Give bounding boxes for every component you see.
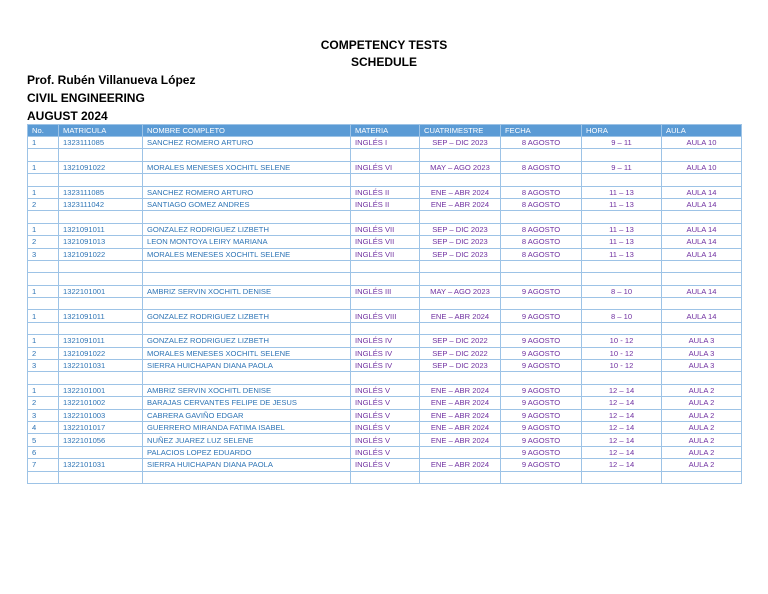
cell-aula: AULA 2 <box>662 446 742 458</box>
cell-materia: INGLÉS VII <box>351 248 420 260</box>
cell-fecha: 8 AGOSTO <box>501 161 582 173</box>
table-row <box>28 161 742 173</box>
program-name: CIVIL ENGINEERING <box>27 91 145 105</box>
cell-materia <box>351 211 420 223</box>
cell-cuatrimestre: SEP – DIC 2023 <box>420 223 501 235</box>
cell-hora: 10 - 12 <box>582 360 662 372</box>
cell-matricula <box>59 372 143 384</box>
table-row <box>28 248 742 260</box>
cell-nombre <box>143 322 351 334</box>
cell-no: 3 <box>28 360 59 372</box>
cell-matricula: 1321091013 <box>59 236 143 248</box>
table-header-row <box>28 125 742 137</box>
cell-hora: 12 – 14 <box>582 397 662 409</box>
cell-aula <box>662 298 742 310</box>
cell-nombre: NUÑEZ JUAREZ LUZ SELENE <box>143 434 351 446</box>
cell-aula: AULA 3 <box>662 360 742 372</box>
cell-fecha: 9 AGOSTO <box>501 409 582 421</box>
cell-fecha <box>501 273 582 285</box>
cell-hora: 10 - 12 <box>582 347 662 359</box>
cell-aula: AULA 14 <box>662 223 742 235</box>
cell-materia: INGLÉS VII <box>351 223 420 235</box>
cell-aula: AULA 10 <box>662 137 742 149</box>
cell-fecha: 9 AGOSTO <box>501 384 582 396</box>
cell-no: 3 <box>28 248 59 260</box>
cell-no <box>28 211 59 223</box>
cell-nombre: GONZALEZ RODRIGUEZ LIZBETH <box>143 223 351 235</box>
cell-nombre <box>143 211 351 223</box>
cell-cuatrimestre <box>420 298 501 310</box>
cell-no: 1 <box>28 335 59 347</box>
cell-nombre: BARAJAS CERVANTES FELIPE DE JESUS <box>143 397 351 409</box>
cell-no: 2 <box>28 236 59 248</box>
cell-fecha: 9 AGOSTO <box>501 310 582 322</box>
cell-matricula <box>59 260 143 272</box>
cell-nombre: GONZALEZ RODRIGUEZ LIZBETH <box>143 335 351 347</box>
cell-matricula: 1322101031 <box>59 360 143 372</box>
cell-hora: 11 – 13 <box>582 223 662 235</box>
cell-matricula <box>59 174 143 186</box>
document-title: COMPETENCY TESTS <box>320 38 448 52</box>
cell-matricula <box>59 149 143 161</box>
cell-materia <box>351 372 420 384</box>
cell-no: 1 <box>28 384 59 396</box>
cell-no <box>28 372 59 384</box>
cell-nombre <box>143 471 351 483</box>
cell-fecha: 9 AGOSTO <box>501 421 582 433</box>
cell-aula <box>662 211 742 223</box>
cell-fecha: 8 AGOSTO <box>501 186 582 198</box>
blank-row <box>28 211 742 223</box>
table-row <box>28 446 742 458</box>
cell-aula <box>662 260 742 272</box>
cell-cuatrimestre: SEP – DIC 2023 <box>420 236 501 248</box>
blank-row <box>28 149 742 161</box>
cell-nombre <box>143 298 351 310</box>
cell-cuatrimestre: SEP – DIC 2023 <box>420 248 501 260</box>
cell-cuatrimestre <box>420 174 501 186</box>
cell-nombre: LEON MONTOYA LEIRY MARIANA <box>143 236 351 248</box>
cell-no <box>28 149 59 161</box>
cell-materia: INGLÉS I <box>351 137 420 149</box>
cell-fecha: 9 AGOSTO <box>501 434 582 446</box>
cell-materia <box>351 149 420 161</box>
column-header-materia: MATERIA <box>351 125 420 137</box>
blank-row <box>28 298 742 310</box>
column-header-aula: AULA <box>662 125 742 137</box>
cell-materia: INGLÉS VII <box>351 236 420 248</box>
cell-fecha: 8 AGOSTO <box>501 137 582 149</box>
table-row <box>28 434 742 446</box>
cell-aula: AULA 3 <box>662 347 742 359</box>
blank-row <box>28 174 742 186</box>
cell-hora <box>582 260 662 272</box>
cell-cuatrimestre <box>420 273 501 285</box>
cell-fecha: 9 AGOSTO <box>501 347 582 359</box>
cell-no <box>28 273 59 285</box>
cell-matricula: 1322101017 <box>59 421 143 433</box>
cell-nombre <box>143 149 351 161</box>
cell-hora: 12 – 14 <box>582 409 662 421</box>
cell-materia: INGLÉS V <box>351 397 420 409</box>
table-row <box>28 384 742 396</box>
table-row <box>28 421 742 433</box>
table-row <box>28 223 742 235</box>
cell-fecha <box>501 260 582 272</box>
cell-hora <box>582 174 662 186</box>
cell-fecha <box>501 298 582 310</box>
cell-nombre: PALACIOS LOPEZ EDUARDO <box>143 446 351 458</box>
cell-materia <box>351 273 420 285</box>
cell-aula <box>662 273 742 285</box>
cell-nombre: GUERRERO MIRANDA FATIMA ISABEL <box>143 421 351 433</box>
cell-hora: 11 – 13 <box>582 186 662 198</box>
cell-matricula <box>59 322 143 334</box>
cell-no: 5 <box>28 434 59 446</box>
cell-cuatrimestre: ENE – ABR 2024 <box>420 397 501 409</box>
table-row <box>28 360 742 372</box>
cell-hora: 11 – 13 <box>582 236 662 248</box>
cell-nombre: GONZALEZ RODRIGUEZ LIZBETH <box>143 310 351 322</box>
blank-row <box>28 260 742 272</box>
cell-hora: 11 – 13 <box>582 248 662 260</box>
cell-materia: INGLÉS VI <box>351 161 420 173</box>
cell-matricula: 1321091011 <box>59 335 143 347</box>
cell-hora <box>582 211 662 223</box>
cell-aula <box>662 372 742 384</box>
cell-fecha: 9 AGOSTO <box>501 285 582 297</box>
cell-nombre: SANCHEZ ROMERO ARTURO <box>143 137 351 149</box>
cell-materia: INGLÉS V <box>351 459 420 471</box>
blank-row <box>28 273 742 285</box>
table-row <box>28 397 742 409</box>
cell-fecha: 8 AGOSTO <box>501 236 582 248</box>
blank-row <box>28 372 742 384</box>
cell-hora: 12 – 14 <box>582 421 662 433</box>
cell-materia: INGLÉS IV <box>351 347 420 359</box>
cell-materia: INGLÉS II <box>351 186 420 198</box>
cell-aula <box>662 471 742 483</box>
cell-no: 1 <box>28 186 59 198</box>
cell-hora <box>582 322 662 334</box>
cell-cuatrimestre <box>420 149 501 161</box>
cell-fecha: 9 AGOSTO <box>501 397 582 409</box>
cell-matricula: 1321091022 <box>59 347 143 359</box>
cell-no: 1 <box>28 223 59 235</box>
cell-aula: AULA 14 <box>662 198 742 210</box>
cell-materia: INGLÉS V <box>351 384 420 396</box>
cell-fecha <box>501 211 582 223</box>
cell-fecha: 9 AGOSTO <box>501 446 582 458</box>
cell-fecha <box>501 471 582 483</box>
cell-fecha: 8 AGOSTO <box>501 223 582 235</box>
cell-nombre: SIERRA HUICHAPAN DIANA PAOLA <box>143 360 351 372</box>
cell-hora: 12 – 14 <box>582 446 662 458</box>
cell-hora: 9 – 11 <box>582 161 662 173</box>
cell-matricula: 1323111085 <box>59 186 143 198</box>
cell-hora <box>582 149 662 161</box>
cell-nombre <box>143 174 351 186</box>
cell-nombre: MORALES MENESES XOCHITL SELENE <box>143 248 351 260</box>
cell-materia <box>351 174 420 186</box>
cell-aula: AULA 2 <box>662 459 742 471</box>
cell-no: 4 <box>28 421 59 433</box>
cell-aula <box>662 322 742 334</box>
cell-fecha: 8 AGOSTO <box>501 198 582 210</box>
cell-cuatrimestre <box>420 322 501 334</box>
column-header-fecha: FECHA <box>501 125 582 137</box>
cell-aula: AULA 2 <box>662 397 742 409</box>
table-row <box>28 285 742 297</box>
cell-aula: AULA 14 <box>662 186 742 198</box>
column-header-matricula: MATRICULA <box>59 125 143 137</box>
cell-cuatrimestre: ENE – ABR 2024 <box>420 434 501 446</box>
cell-no: 2 <box>28 397 59 409</box>
cell-matricula: 1321091011 <box>59 223 143 235</box>
cell-no <box>28 322 59 334</box>
cell-cuatrimestre: ENE – ABR 2024 <box>420 198 501 210</box>
column-header-cuatrimestre: CUATRIMESTRE <box>420 125 501 137</box>
cell-hora: 12 – 14 <box>582 384 662 396</box>
cell-no <box>28 298 59 310</box>
cell-nombre: SANTIAGO GOMEZ ANDRES <box>143 198 351 210</box>
cell-nombre <box>143 372 351 384</box>
table-row <box>28 310 742 322</box>
cell-materia <box>351 471 420 483</box>
cell-materia: INGLÉS IV <box>351 335 420 347</box>
cell-materia: INGLÉS V <box>351 434 420 446</box>
cell-aula: AULA 3 <box>662 335 742 347</box>
cell-hora: 8 – 10 <box>582 310 662 322</box>
table-row <box>28 347 742 359</box>
cell-matricula <box>59 211 143 223</box>
cell-cuatrimestre: SEP – DIC 2022 <box>420 335 501 347</box>
cell-cuatrimestre: ENE – ABR 2024 <box>420 384 501 396</box>
cell-materia: INGLÉS II <box>351 198 420 210</box>
cell-fecha: 9 AGOSTO <box>501 360 582 372</box>
cell-aula: AULA 14 <box>662 236 742 248</box>
cell-materia: INGLÉS V <box>351 421 420 433</box>
cell-cuatrimestre: SEP – DIC 2023 <box>420 360 501 372</box>
cell-no: 1 <box>28 137 59 149</box>
cell-fecha <box>501 372 582 384</box>
cell-cuatrimestre: MAY – AGO 2023 <box>420 161 501 173</box>
cell-materia <box>351 322 420 334</box>
cell-hora <box>582 298 662 310</box>
cell-aula <box>662 149 742 161</box>
cell-materia: INGLÉS V <box>351 446 420 458</box>
period-label: AUGUST 2024 <box>27 109 108 123</box>
cell-hora <box>582 471 662 483</box>
cell-matricula: 1322101002 <box>59 397 143 409</box>
cell-fecha <box>501 149 582 161</box>
cell-no: 2 <box>28 347 59 359</box>
column-header-nombre: NOMBRE COMPLETO <box>143 125 351 137</box>
table-row <box>28 409 742 421</box>
cell-cuatrimestre: ENE – ABR 2024 <box>420 186 501 198</box>
cell-hora <box>582 273 662 285</box>
cell-aula: AULA 14 <box>662 285 742 297</box>
cell-matricula: 1321091022 <box>59 161 143 173</box>
cell-no: 2 <box>28 198 59 210</box>
cell-fecha: 8 AGOSTO <box>501 248 582 260</box>
cell-materia: INGLÉS V <box>351 409 420 421</box>
cell-nombre: CABRERA GAVIÑO EDGAR <box>143 409 351 421</box>
cell-fecha <box>501 174 582 186</box>
cell-no: 1 <box>28 285 59 297</box>
cell-aula: AULA 2 <box>662 434 742 446</box>
cell-matricula <box>59 273 143 285</box>
cell-nombre: SIERRA HUICHAPAN DIANA PAOLA <box>143 459 351 471</box>
cell-cuatrimestre <box>420 372 501 384</box>
cell-matricula: 1322101056 <box>59 434 143 446</box>
cell-cuatrimestre <box>420 446 501 458</box>
professor-name: Prof. Rubén Villanueva López <box>27 73 196 87</box>
cell-nombre: MORALES MENESES XOCHITL SELENE <box>143 347 351 359</box>
table-row <box>28 198 742 210</box>
cell-matricula: 1322101031 <box>59 459 143 471</box>
cell-aula: AULA 10 <box>662 161 742 173</box>
cell-materia <box>351 260 420 272</box>
table-row <box>28 186 742 198</box>
column-header-no: No. <box>28 125 59 137</box>
cell-nombre <box>143 260 351 272</box>
cell-materia: INGLÉS VIII <box>351 310 420 322</box>
schedule-table <box>27 124 742 484</box>
table-row <box>28 236 742 248</box>
cell-no: 6 <box>28 446 59 458</box>
cell-matricula: 1321091022 <box>59 248 143 260</box>
table-row <box>28 137 742 149</box>
cell-aula: AULA 2 <box>662 409 742 421</box>
cell-cuatrimestre: ENE – ABR 2024 <box>420 459 501 471</box>
table-row <box>28 335 742 347</box>
cell-hora: 11 – 13 <box>582 198 662 210</box>
cell-hora: 10 - 12 <box>582 335 662 347</box>
cell-materia: INGLÉS III <box>351 285 420 297</box>
cell-no <box>28 260 59 272</box>
cell-nombre: AMBRIZ SERVIN XOCHITL DENISE <box>143 384 351 396</box>
cell-no: 7 <box>28 459 59 471</box>
cell-hora <box>582 372 662 384</box>
cell-cuatrimestre: ENE – ABR 2024 <box>420 310 501 322</box>
cell-nombre: SANCHEZ ROMERO ARTURO <box>143 186 351 198</box>
cell-matricula <box>59 446 143 458</box>
cell-aula: AULA 14 <box>662 248 742 260</box>
cell-no <box>28 174 59 186</box>
cell-no: 1 <box>28 161 59 173</box>
cell-cuatrimestre <box>420 211 501 223</box>
cell-cuatrimestre: MAY – AGO 2023 <box>420 285 501 297</box>
cell-cuatrimestre: SEP – DIC 2023 <box>420 137 501 149</box>
cell-hora: 9 – 11 <box>582 137 662 149</box>
cell-fecha <box>501 322 582 334</box>
cell-aula: AULA 2 <box>662 384 742 396</box>
column-header-hora: HORA <box>582 125 662 137</box>
cell-materia: INGLÉS IV <box>351 360 420 372</box>
cell-aula: AULA 2 <box>662 421 742 433</box>
cell-matricula <box>59 298 143 310</box>
cell-nombre: AMBRIZ SERVIN XOCHITL DENISE <box>143 285 351 297</box>
cell-cuatrimestre: ENE – ABR 2024 <box>420 421 501 433</box>
cell-aula: AULA 14 <box>662 310 742 322</box>
cell-hora: 12 – 14 <box>582 459 662 471</box>
cell-nombre: MORALES MENESES XOCHITL SELENE <box>143 161 351 173</box>
cell-matricula: 1323111042 <box>59 198 143 210</box>
cell-matricula <box>59 471 143 483</box>
cell-matricula: 1321091011 <box>59 310 143 322</box>
cell-fecha: 9 AGOSTO <box>501 335 582 347</box>
cell-matricula: 1322101001 <box>59 285 143 297</box>
cell-no <box>28 471 59 483</box>
cell-no: 1 <box>28 310 59 322</box>
cell-nombre <box>143 273 351 285</box>
cell-matricula: 1322101003 <box>59 409 143 421</box>
blank-row <box>28 471 742 483</box>
cell-matricula: 1323111085 <box>59 137 143 149</box>
cell-hora: 12 – 14 <box>582 434 662 446</box>
cell-no: 3 <box>28 409 59 421</box>
cell-fecha: 9 AGOSTO <box>501 459 582 471</box>
cell-aula <box>662 174 742 186</box>
cell-cuatrimestre <box>420 471 501 483</box>
document-subtitle: SCHEDULE <box>350 55 417 69</box>
cell-hora: 8 – 10 <box>582 285 662 297</box>
cell-matricula: 1322101001 <box>59 384 143 396</box>
cell-cuatrimestre: SEP – DIC 2022 <box>420 347 501 359</box>
table-row <box>28 459 742 471</box>
cell-cuatrimestre <box>420 260 501 272</box>
cell-cuatrimestre: ENE – ABR 2024 <box>420 409 501 421</box>
blank-row <box>28 322 742 334</box>
cell-materia <box>351 298 420 310</box>
